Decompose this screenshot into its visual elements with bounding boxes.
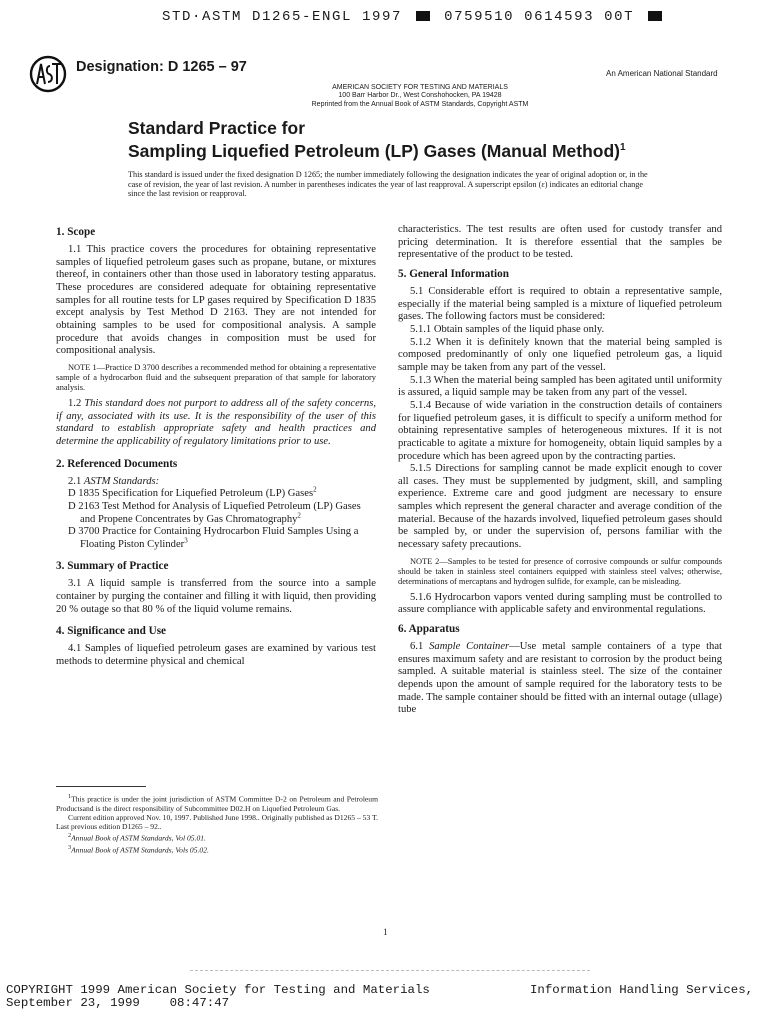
paragraph-text: —Use metal sample containers of a type that ensures maximum safety and are resistant to corrosion by the product being sampled. A suitable material is stainless steel. The size of the container depends upon the amount of sample required for the laboratory tests to be made. The sample container should be fitted with an internal outage (ullage) tube [398,641,722,716]
page-number: 1 [383,927,388,937]
paragraph [56,398,376,449]
paragraph: 5.1.5 Directions for sampling cannot be made explicit enough to cover all cases. They must be supplemented by judgment, skill, and sampling experience. Extreme care and good judgment are necessary to ensure samples which represent the general character and average condition of the material. Because of the hazards involved, liquefied petroleum gases should be sampled by, or under the supervision of, persons familiar with the necessary safety precautions. [398,463,722,551]
footnote-mark: 3 [68,843,72,851]
footnote-rule [56,786,146,787]
society-name: AMERICAN SOCIETY FOR TESTING AND MATERIALS [332,84,508,91]
reference-item [56,485,376,501]
footnote [56,831,378,843]
paragraph-number: 6.1 [410,641,424,653]
scan-header-right: 0759510 0614593 00T [444,9,635,25]
paragraph-number: 1.2 [68,397,82,409]
footnote-text: Annual Book of ASTM Standards, Vol 05.01. [71,833,206,843]
document-title [128,118,626,161]
footnote-ref: 2 [297,510,301,519]
right-column [398,224,722,717]
section-heading: 4. Significance and Use [56,625,167,638]
paragraph-number: 2.1 [68,475,82,487]
scan-header-left: STD·ASTM D1265-ENGL 1997 [162,9,403,25]
footnotes [56,792,378,854]
paragraph-text: ASTM Standards: [83,475,160,487]
footnote-text: Annual Book of ASTM Standards, Vols 05.02. [71,845,209,855]
designation: Designation: D 1265 – 97 [76,59,247,75]
paragraph: 4.1 Samples of liquefied petroleum gases are examined by various test methods to determine physical and chemical [56,643,376,668]
paragraph: 5.1 Considerable effort is required to obtain a representative sample, especially if the material being sampled is a mixture of liquefied petroleum gases. The following factors must be considered: [398,285,722,323]
astm-logo-icon [28,54,68,94]
paragraph: 5.1.2 When it is definitely known that the material being sampled is composed predominantly of only one liquefied petroleum gas, a liquid sample may be taken from any part of the vessel. [398,336,722,373]
paragraph: 5.1.3 When the material being sampled has been agitated until uniformity is assured, a liquid sample may be taken from any part of the vessel. [398,374,722,399]
section-heading: 2. Referenced Documents [56,457,178,470]
scan-mark [416,11,430,21]
section-heading: 5. General Information [398,267,509,280]
scan-mark [648,11,662,21]
footer-provider: Information Handling Services, [530,983,754,997]
footnote [56,843,378,855]
society-street: 100 Barr Harbor Dr., West Conshohocken, PA 19428 [338,92,502,100]
section-heading: 1. Scope [56,226,96,238]
paragraph [56,476,376,489]
issue-note: This standard is issued under the fixed designation D 1265; the number immediately following the designation indicates the year of original adoption or, in the case of revision, the year of last revision. A number in parentheses indicates the year of last reapproval. A superscript epsilon (ε) indicates an editorial change since the last revision or reapproval. [128,170,648,199]
footnote-text: This practice is under the joint jurisdiction of ASTM Committee D-2 on Petroleum and Petroleum Productsand is the direct responsibility of Subcommittee D02.H on Liquefied Petroleum Gas. [56,794,378,813]
footnote [56,792,378,813]
reference-item [56,526,376,551]
reference-text: D 3700 Practice for Containing Hydrocarbon Fluid Samples Using a Floating Piston Cylinder [68,526,359,550]
paragraph: 3.1 A liquid sample is transferred from the source into a sample container by purging the container and filling it with liquid, then providing 20 % outage so that 80 % of the liquid volume remains. [56,578,376,615]
scan-artifact-line [190,970,590,971]
footer-date: September 23, 1999 08:47:47 [6,996,230,1010]
section-heading: 3. Summary of Practice [56,560,169,573]
society-reprint: Reprinted from the Annual Book of ASTM Standards, Copyright ASTM [311,100,529,108]
footnote-ref: 3 [184,536,188,545]
section-heading: 6. Apparatus [398,623,460,636]
reference-item [56,501,376,526]
title-line-2 [128,138,626,161]
scan-header-line [162,9,666,25]
paragraph-label: Sample Container [429,641,510,653]
left-column [56,220,376,669]
paragraph: 5.1.6 Hydrocarbon vapors vented during sampling must be controlled to assure compliance with applicable safety and environmental regulations. [398,591,722,616]
paragraph: 5.1.4 Because of wide variation in the construction details of containers for liquefied petroleum gases, it is difficult to specify a uniform method for obtaining representative samples of heterogeneous mixtures. If it is not practicable to agitate a mixture for homogeneity, obtain liquid samples by a procedure which has been agreed upon by the contracting parties. [398,399,722,462]
national-standard-label: An American National Standard [606,69,718,78]
footnote-ref: 2 [313,485,317,494]
footnote-mark: 2 [68,831,72,839]
footnote: Current edition approved Nov. 10, 1997. Published June 1998.. Originally published as D1265 – 53 T. Last previous edition D1265 – 92.. [56,812,378,831]
paragraph: characteristics. The test results are often used for custody transfer and pricing determination. It is therefore essential that the samples be representative of the product to be tested. [398,224,722,261]
note: NOTE 1—Practice D 3700 describes a recommended method for obtaining a representative sample of a hydrocarbon fluid and the subsequent preparation of that sample for laboratory analysis. [56,362,376,392]
society-address [270,84,570,109]
paragraph-text: This standard does not purport to address all of the safety concerns, if any, associated with its use. It is the responsibility of the user of this standard to establish appropriate safety and health practices and determine the applicability of regulatory limitations prior to use. [56,397,376,447]
paragraph: 5.1.1 Obtain samples of the liquid phase only. [410,323,605,335]
footnote-mark: 1 [68,793,72,800]
paragraph [398,641,722,717]
footer-copyright: COPYRIGHT 1999 American Society for Testing and Materials [6,983,430,997]
reference-text: D 2163 Test Method for Analysis of Liquefied Petroleum (LP) Gases and Propene Concentrates by Gas Chromatography [68,500,361,525]
title-main: Sampling Liquefied Petroleum (LP) Gases (Manual Method) [128,140,620,161]
reference-text: D 1835 Specification for Liquefied Petroleum (LP) Gases [68,488,314,500]
note: NOTE 2—Samples to be tested for presence of corrosive compounds or sulfur compounds should be taken in stainless steel containers equipped with stainless steel valves; otherwise, determinations of mercaptans and hydrogen sulfide, for example, can be misleading. [398,556,722,586]
paragraph: 1.1 This practice covers the procedures for obtaining representative samples of liquefied petroleum gases such as propane, butane, or mixtures thereof, in containers other than those used in laboratory testing apparatus. These procedures are considered adequate for obtaining representative samples for all routine tests for LP gases required by Specification D 1835 except analysis by Test Method D 2163. They are not intended for obtaining samples to be used for compositional analysis. A sample procedure that avoids changes in composition must be used for compositional analysis. [56,244,376,357]
title-footnote-ref: 1 [620,142,626,153]
title-line-1: Standard Practice for [128,118,305,138]
